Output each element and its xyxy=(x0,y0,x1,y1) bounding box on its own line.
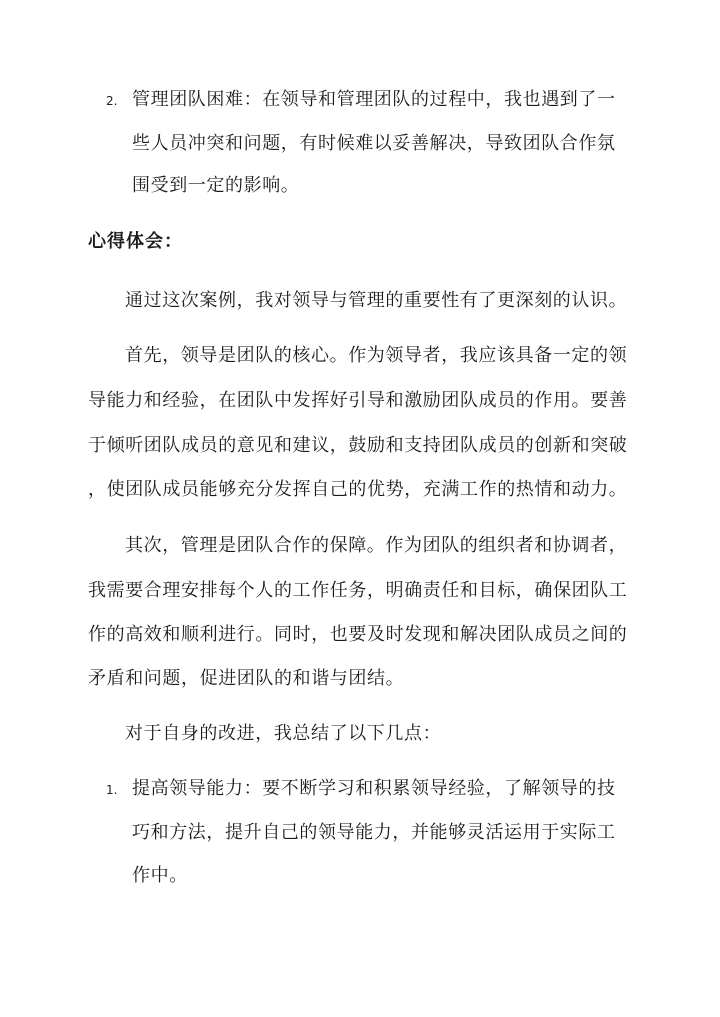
section-heading: 心得体会： xyxy=(88,231,183,252)
paragraph-line: ，使团队成员能够充分发挥自己的优势，充满工作的热情和动力。 xyxy=(88,479,628,500)
paragraph-line: 对于自身的改进，我总结了以下几点： xyxy=(125,723,442,744)
list-marker: 2. xyxy=(106,94,118,108)
list-item-line: 些人员冲突和问题，有时候难以妥善解决，导致团队合作氛 xyxy=(132,133,616,154)
paragraph-line: 通过这次案例，我对领导与管理的重要性有了更深刻的认识。 xyxy=(125,290,628,311)
list-item-line: 作中。 xyxy=(132,865,188,886)
list-item-line: 管理团队困难：在领导和管理团队的过程中，我也遇到了一 xyxy=(132,89,616,110)
list-item-line: 巧和方法，提升自己的领导能力，并能够灵活运用于实际工 xyxy=(132,822,616,843)
paragraph-line: 于倾听团队成员的意见和建议，鼓励和支持团队成员的创新和突破 xyxy=(88,435,628,456)
list-item-line: 提高领导能力：要不断学习和积累领导经验，了解领导的技 xyxy=(132,778,616,799)
paragraph-line: 导能力和经验，在团队中发挥好引导和激励团队成员的作用。要善 xyxy=(88,390,628,411)
paragraph-line: 矛盾和问题，促进团队的和谐与团结。 xyxy=(88,668,405,689)
paragraph-line: 作的高效和顺利进行。同时，也要及时发现和解决团队成员之间的 xyxy=(88,624,628,645)
list-marker: 1. xyxy=(106,783,118,797)
paragraph-line: 我需要合理安排每个人的工作任务，明确责任和目标，确保团队工 xyxy=(88,580,628,601)
paragraph-line: 首先，领导是团队的核心。作为领导者，我应该具备一定的领 xyxy=(125,345,628,366)
paragraph-line: 其次，管理是团队合作的保障。作为团队的组织者和协调者， xyxy=(125,535,628,556)
list-item-line: 围受到一定的影响。 xyxy=(132,175,300,196)
